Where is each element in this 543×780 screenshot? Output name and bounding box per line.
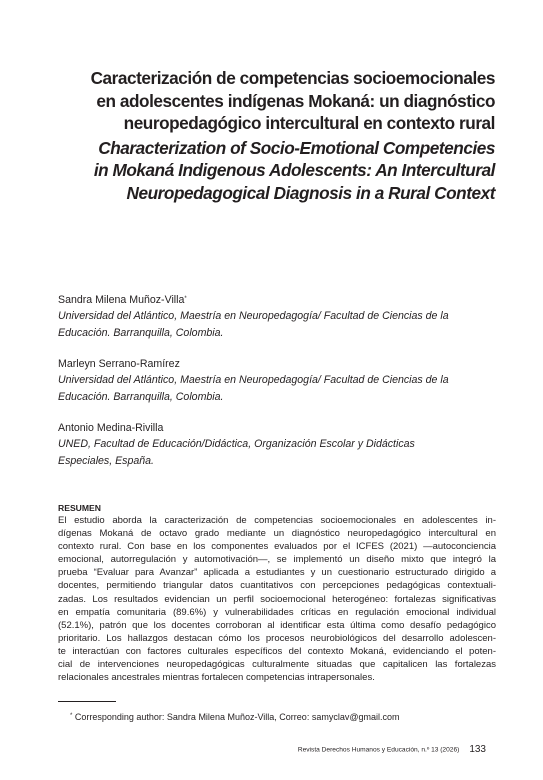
footnote-text: Corresponding author: Sandra Milena Muñoz-Villa, Correo: samyclav@gmail.com (74, 712, 400, 722)
author-list (58, 292, 498, 484)
author-entry (58, 292, 498, 342)
abstract-line: relacionales ancestrales mientras fortalecen competencias intrapersonales. (58, 672, 375, 684)
abstract-line: dígenas Mokaná de octavo grado mediante un diagnóstico neuropedagógico intercultural en (58, 528, 496, 540)
author-affiliation (58, 308, 498, 342)
author-name (58, 292, 498, 308)
journal-citation: Revista Derechos Humanos y Educación, n.º 13 (2026) (297, 746, 460, 754)
author-entry (58, 420, 498, 470)
page-number: 133 (469, 744, 486, 756)
author-name (58, 420, 498, 436)
abstract-line: zadas. Los resultados evidencian un perfil socioemocional heterogéneo: fortalezas significativas (58, 593, 496, 605)
abstract-line: emocional, autorregulación y automotivación—, se implementó un diseño mixto que integró la (58, 554, 496, 566)
author-name-text: Marleyn Serrano-Ramírez (58, 358, 180, 370)
abstract-line: prueba “Evaluar para Avanzar” aplicada a estudiantes y un cuestionario estructurado dirigido a (58, 567, 496, 579)
title-block (40, 67, 495, 204)
abstract-line: docentes, permitiendo triangular datos cuantitativos con percepciones pedagógicas contextuali- (58, 580, 496, 592)
author-entry (58, 356, 498, 406)
title-english-line: in Mokaná Indigenous Adolescents: An Intercultural (93, 160, 495, 180)
affiliation-line: Universidad del Atlántico, Maestría en Neuropedagogía/ Facultad de Ciencias de la (58, 310, 449, 322)
affiliation-line: Universidad del Atlántico, Maestría en Neuropedagogía/ Facultad de Ciencias de la (58, 374, 449, 386)
author-affiliation (58, 372, 498, 406)
affiliation-line: Educación. Barranquilla, Colombia. (58, 327, 224, 339)
abstract-line: cial de intervenciones neuropedagógicas culturalmente situadas que capitalicen las fortalezas (58, 659, 496, 671)
title-english (40, 137, 495, 205)
abstract-line: prioritario. Los hallazgos destacan cómo los procesos neurobiológicos del desarrollo adolescen- (58, 632, 496, 644)
abstract-body (58, 514, 496, 684)
affiliation-line: Educación. Barranquilla, Colombia. (58, 391, 224, 403)
page-footer (298, 741, 486, 759)
footnote-marker: * (184, 296, 187, 302)
title-spanish-line: en adolescentes indígenas Mokaná: un diagnóstico (96, 90, 495, 111)
abstract-line: te interactúan con factores culturales específicos del contexto Mokaná, evidenciando el poten- (58, 645, 496, 657)
abstract-line: El estudio aborda la caracterización de competencias socioemocionales en adolescentes in- (58, 515, 496, 526)
title-spanish-line: Caracterización de competencias socioemocionales (90, 68, 495, 88)
author-affiliation (58, 436, 498, 470)
author-name-text: Sandra Milena Muñoz-Villa (58, 294, 185, 306)
title-english-line: Characterization of Socio-Emotional Competencies (98, 137, 495, 158)
title-english-line: Neuropedagogical Diagnosis in a Rural Context (126, 182, 495, 203)
author-name-text: Antonio Medina-Rivilla (58, 422, 164, 434)
abstract-line: (52.1%), patrón que los docentes corroboran al identificar esta última como desafío pedagógico (58, 619, 496, 631)
author-name (58, 356, 498, 372)
title-spanish-line: neuropedagógico intercultural en contexto rural (123, 113, 495, 133)
footnote-divider (58, 701, 116, 702)
abstract-line: contexto rural. Con base en los componentes evaluados por el ICFES (2021) —autoconciencia (58, 541, 496, 553)
abstract-heading: RESUMEN (58, 503, 101, 513)
abstract-line: en empatía comunitaria (89.6%) y vulnerabilidades críticas en regulación emocional individual (58, 606, 496, 618)
footnote (70, 711, 399, 723)
title-spanish (40, 67, 495, 135)
affiliation-line: UNED, Facultad de Educación/Didáctica, Organización Escolar y Didácticas (58, 438, 415, 450)
abstract-section (58, 502, 496, 684)
footnote-marker: * (70, 713, 73, 719)
affiliation-line: Especiales, España. (58, 455, 154, 467)
